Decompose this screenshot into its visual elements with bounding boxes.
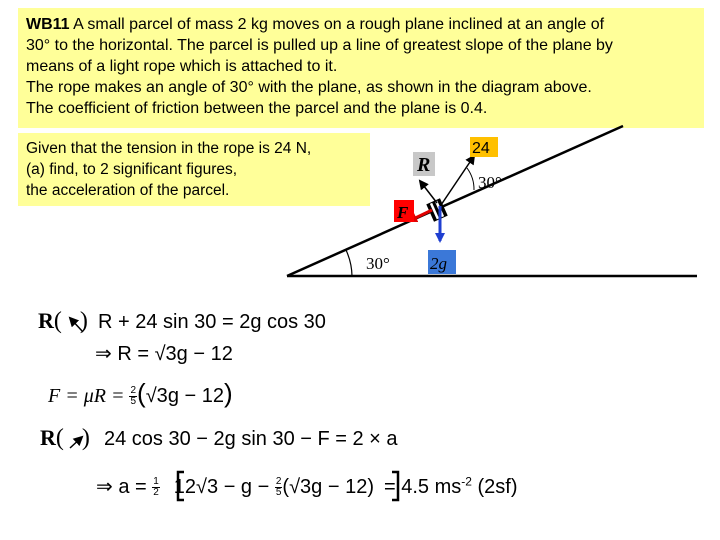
parallel-label: R( ): [40, 425, 90, 451]
rope-angle-guide: [440, 172, 513, 203]
plane-angle-label: 30°: [366, 254, 390, 273]
label-2g: 2g: [430, 254, 447, 273]
given-line-3: the acceleration of the parcel.: [26, 182, 230, 199]
given-line-1: Given that the tension in the rope is 24 N,: [26, 140, 312, 157]
perp-equation: R + 24 sin 30 = 2g cos 30: [98, 311, 326, 333]
question-line-1: WB11 A small parcel of mass 2 kg moves on a rough plane inclined at an angle of: [26, 16, 605, 33]
label-24: 24: [472, 140, 490, 157]
rope-angle-arc: [467, 168, 474, 190]
parallel-equation: 24 cos 30 − 2g sin 30 − F = 2 × a: [104, 428, 398, 450]
rope-angle-label: 30°: [478, 173, 502, 192]
plane-angle-arc: [346, 250, 352, 276]
question-line-2: 30° to the horizontal. The parcel is pulled up a line of greatest slope of the plane by: [26, 37, 613, 54]
friction-equation: F = μR = $\frac{2}{5}$ (√3g − 12): [48, 378, 233, 408]
tension-arrow: [441, 156, 474, 205]
answer: = 4.5 ms: [384, 476, 462, 498]
normal-arrow: [420, 181, 437, 203]
question-line-4: The rope makes an angle of 30° with the plane, as shown in the diagram above.: [26, 79, 592, 96]
given-line-2: (a) find, to 2 significant figures,: [26, 161, 238, 178]
question-line-3: means of a light rope which is attached to it.: [26, 58, 338, 75]
question-code: WB11: [26, 16, 70, 33]
label-R: R: [417, 154, 431, 176]
perp-label: R( ): [38, 308, 88, 334]
question-line-5: The coefficient of friction between the parcel and the plane is 0.4.: [26, 100, 488, 117]
acceleration-result: ⇒ a = $\frac{1}{2}$ 12√3 − g − $\frac{2}{5}$ (√3g − 12) = 4.5 $ms^{-2}$ (2sf): [96, 474, 518, 499]
label-F: F: [397, 203, 409, 222]
normal-result: ⇒ R = √3g − 12: [95, 343, 233, 365]
